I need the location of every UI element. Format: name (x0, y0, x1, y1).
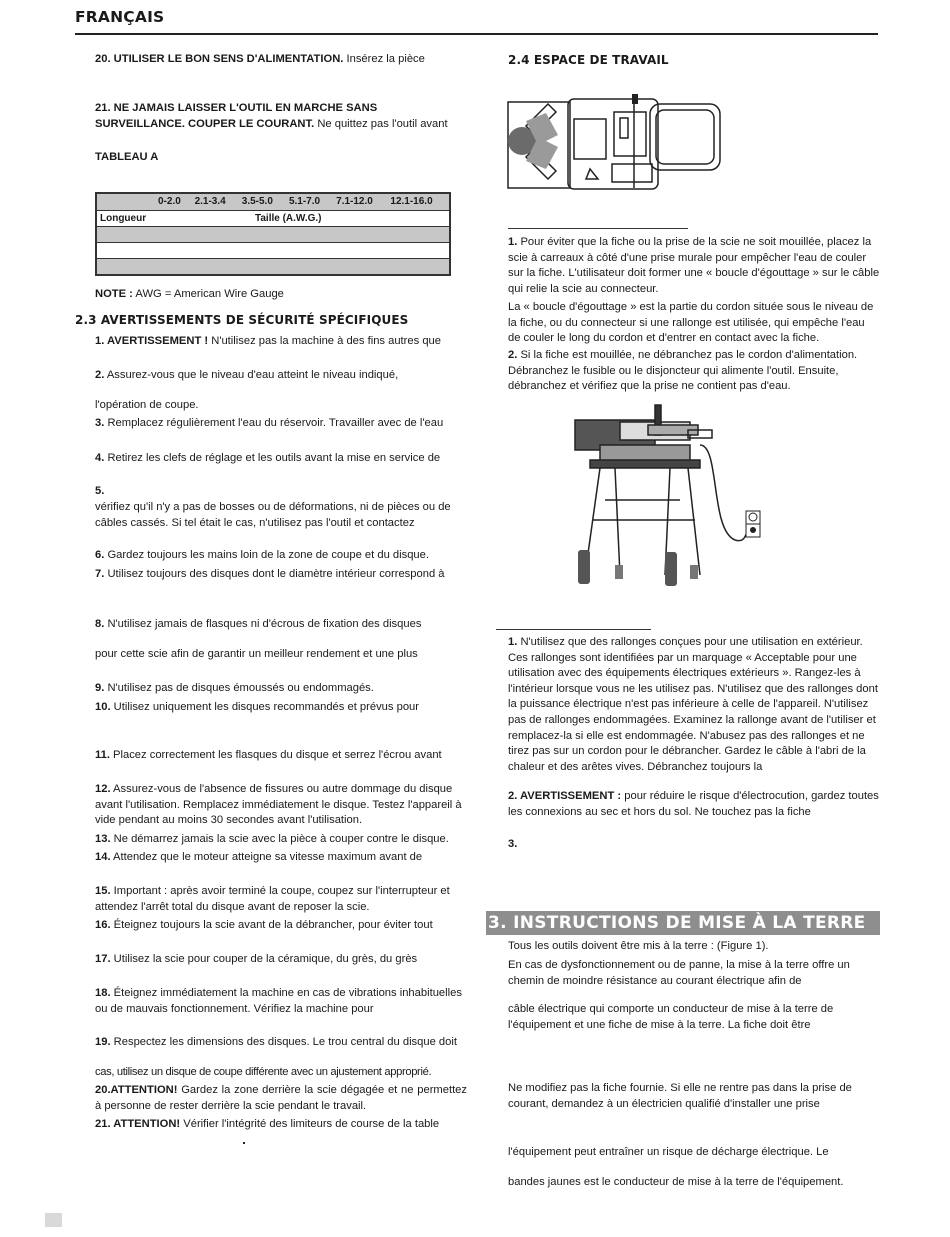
length-label: Longueur (96, 210, 155, 227)
warning-5-cont: vérifiez qu'il n'y a pas de bosses ou de déformations, ni de pièces ou de câbles cassés. Si tel était le cas, n'utilisez pas l'outil et contactez (95, 501, 451, 529)
warning-9: 9. N'utilisez pas de disques émoussés ou endommagés. (95, 682, 374, 694)
warning-10: 10. Utilisez uniquement les disques recommandés et prévus pour (95, 701, 419, 713)
grounding-3: câble électrique qui comporte un conducteur de mise à la terre de l'équipement et une fiche de mise à la terre. La fiche doit être (508, 1003, 834, 1031)
warning-7: 7. Utilisez toujours des disques dont le diamètre intérieur correspond à (95, 568, 445, 580)
warning-5: 5. (95, 485, 105, 497)
awg-table-row (96, 227, 450, 243)
warning-16: 16. Éteignez toujours la scie avant de la débrancher, pour éviter tout (95, 919, 433, 931)
warning-3: 3. Remplacez régulièrement l'eau du réservoir. Travailler avec de l'eau (95, 417, 444, 429)
wall-outlet-icon (746, 511, 760, 537)
warning-8: 8. N'utilisez jamais de flasques ni d'écrous de fixation des disques (95, 618, 422, 630)
workspace-2: 2. Si la fiche est mouillée, ne débranchez pas le cordon d'alimentation. Débranchez le fusible ou le disjoncteur qui alimente l'outil. Ensuite, débranchez et vérifiez que la prise ne contient pas d'eau. (508, 349, 858, 393)
tableau-title: TABLEAU A (95, 151, 159, 163)
amp-range: 2.1-3.4 (192, 193, 239, 210)
workspace-top-view-diagram (500, 94, 730, 194)
section-divider (496, 629, 651, 630)
warning-18: 18. Éteignez immédiatement la machine en cas de vibrations inhabituelles ou de mauvais fonctionnement. Vérifiez la machine pour (95, 987, 462, 1015)
section-2-3-title: 2.3 AVERTISSEMENTS DE SÉCURITÉ SPÉCIFIQUES (75, 313, 409, 327)
warning-1: 1. AVERTISSEMENT ! N'utilisez pas la machine à des fins autres que (95, 335, 441, 347)
grounding-1: Tous les outils doivent être mis à la terre : (Figure 1). (508, 940, 769, 952)
warning-8-cont: pour cette scie afin de garantir un meilleur rendement et une plus (95, 648, 418, 660)
awg-note: NOTE : AWG = American Wire Gauge (95, 288, 284, 300)
grounding-6: bandes jaunes est le conducteur de mise à la terre de l'équipement. (508, 1176, 844, 1188)
stray-dot (243, 1142, 245, 1144)
amp-range: 3.5-5.0 (239, 193, 286, 210)
warning-13: 13. Ne démarrez jamais la scie avec la pièce à couper contre le disque. (95, 833, 449, 845)
awg-table-row (96, 243, 450, 259)
warning-4: 4. Retirez les clefs de réglage et les outils avant la mise en service de (95, 452, 441, 464)
workspace-1: 1. Pour éviter que la fiche ou la prise de la scie ne soit mouillée, placez la scie à carreaux à côté d'une prise murale pour empêcher l'eau de couler sur la fiche. L'utilisateur doit former une « boucle d'égouttage » sur le câble qui relie la scie au connecteur. (508, 236, 880, 295)
warning-20: 20.ATTENTION! Gardez la zone derrière la scie dégagée et ne permettez à personne de rester derrière la scie pendant le travail. (95, 1084, 467, 1112)
saw-stand-diagram (560, 400, 776, 595)
section-2-4-title: 2.4 ESPACE DE TRAVAIL (508, 53, 669, 67)
warning-21: 21. ATTENTION! Vérifier l'intégrité des limiteurs de course de la table (95, 1118, 440, 1130)
section-divider (508, 228, 688, 229)
grounding-4: Ne modifiez pas la fiche fournie. Si elle ne rentre pas dans la prise de courant, demandez à un électricien qualifié d'installer une prise (508, 1082, 852, 1110)
extension-1: 1. N'utilisez que des rallonges conçues pour une utilisation en extérieur. Ces rallonges sont identifiées par un marquage « Acceptable pour une utilisation avec des équipements électriques extérieurs ». Rangez-les à l'intérieur lorsque vous ne les utilisez pas. N'utilisez que des rallonges dont la puissance électrique n'est pas inférieure à celle de l'appareil. N'utilisez pas de rallonges endommagées. Examinez la rallonge avant de l'utiliser et remplacez-la si elle est endommagée. N'abusez pas des rallonges et ne tirez pas sur un cordon pour le débrancher. Gardez le câble à l'abri de la chaleur et des arêtes vives. Débranchez toujours la (508, 636, 878, 773)
rule-20: 20. UTILISER LE BON SENS D'ALIMENTATION. Insérez la pièce (95, 53, 425, 65)
warning-15: 15. Important : après avoir terminé la coupe, coupez sur l'interrupteur et attendez l'arrêt total du disque avant de reposer la scie. (95, 885, 450, 913)
warning-19-cont: cas, utilisez un disque de coupe différente avec un ajustement approprié. (95, 1066, 432, 1078)
header-rule (75, 33, 878, 35)
warning-12: 12. Assurez-vous de l'absence de fissures ou autre dommage du disque avant l'utilisation. Remplacez immédiatement le disque. Testez l'appareil à vide pendant au moins 30 secondes avant l'utilisation. (95, 783, 462, 827)
warning-11: 11. Placez correctement les flasques du disque et serrez l'écrou avant (95, 749, 442, 761)
amp-range: 0-2.0 (155, 193, 192, 210)
warning-6: 6. Gardez toujours les mains loin de la zone de coupe et du disque. (95, 549, 429, 561)
awg-table-row (96, 259, 450, 276)
awg-table-header-row (96, 193, 450, 210)
amp-range: 5.1-7.0 (286, 193, 333, 210)
grounding-2: En cas de dysfonctionnement ou de panne, la mise à la terre offre un chemin de moindre résistance au courant électrique afin de (508, 959, 850, 987)
page-language-header: FRANÇAIS (75, 8, 165, 26)
warning-2-cont: l'opération de coupe. (95, 399, 199, 411)
awg-table-label-row (96, 210, 450, 227)
amp-range: 7.1-12.0 (333, 193, 387, 210)
size-label: Taille (A.W.G.) (155, 210, 450, 227)
extension-2: 2. AVERTISSEMENT : pour réduire le risque d'électrocution, gardez toutes les connexions au sec et hors du sol. Ne touchez pas la fiche (508, 790, 879, 818)
rule-21: 21. NE JAMAIS LAISSER L'OUTIL EN MARCHE SANS SURVEILLANCE. COUPER LE COURANT. Ne quittez pas l'outil avant (95, 102, 448, 130)
page-corner-mark (45, 1213, 62, 1227)
warning-19: 19. Respectez les dimensions des disques. Le trou central du disque doit (95, 1036, 457, 1048)
awg-table (95, 192, 451, 276)
warning-17: 17. Utilisez la scie pour couper de la céramique, du grès, du grès (95, 953, 418, 965)
grounding-5: l'équipement peut entraîner un risque de décharge électrique. Le (508, 1146, 829, 1158)
warning-2: 2. Assurez-vous que le niveau d'eau atteint le niveau indiqué, (95, 369, 399, 381)
amp-range: 12.1-16.0 (387, 193, 450, 210)
drip-loop-text: La « boucle d'égouttage » est la partie du cordon située sous le niveau de la fiche, ou du connecteur si une rallonge est utilisée, qui empêche l'eau de couler le long du cordon et d'entrer en contact avec la fiche. (508, 301, 874, 345)
extension-3: 3. (508, 838, 518, 850)
warning-14: 14. Attendez que le moteur atteigne sa vitesse maximum avant de (95, 851, 423, 863)
section-3-banner: 3. INSTRUCTIONS DE MISE À LA TERRE (486, 911, 880, 935)
